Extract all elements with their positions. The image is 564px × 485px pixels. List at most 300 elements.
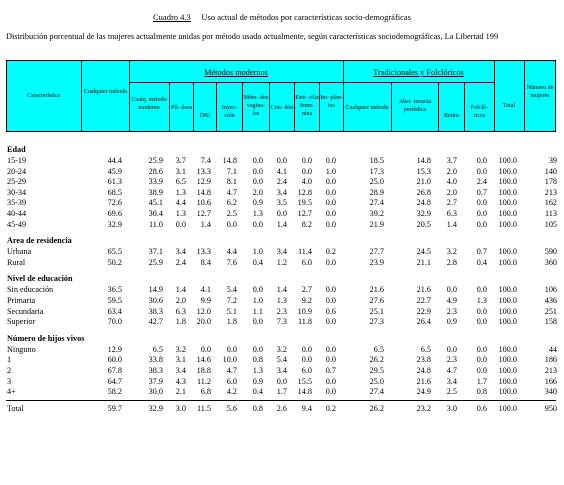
table-cell: 3.2	[276, 344, 287, 354]
table-row	[6, 284, 564, 295]
table-cell: 3.4	[276, 187, 287, 197]
table-cell: 70.0	[107, 317, 122, 327]
table-cell: 100.0	[498, 209, 517, 218]
table-cell: 4.9	[446, 296, 457, 305]
table-cell: 0.0	[252, 166, 263, 176]
header-periodic-abstinence: Abst- inencia periódica	[398, 99, 432, 113]
table-cell: 2.6	[276, 403, 287, 413]
table-cell: 18.8	[196, 366, 211, 375]
table-cell: 0.0	[325, 219, 336, 229]
section-heading: Nivel de educación	[7, 274, 73, 284]
table-row	[6, 257, 564, 268]
row-label: 35-39	[7, 198, 27, 208]
table-cell: 8.2	[301, 219, 312, 229]
table-cell: 7.4	[200, 156, 211, 165]
table-cell: 100.0	[498, 306, 517, 316]
table-cell: 37.1	[148, 247, 163, 257]
table-cell: 21.9	[369, 219, 384, 229]
table-cell: 1.8	[226, 317, 237, 327]
table-cell: 21.6	[416, 285, 431, 295]
table-cell: 44	[548, 344, 557, 354]
table-cell: 166	[544, 376, 557, 386]
table-cell: 340	[544, 387, 557, 397]
table-cell: 158	[544, 317, 557, 327]
table-cell: 6.5	[175, 177, 186, 187]
table-cell: 0.0	[301, 156, 312, 165]
table-cell: 4.2	[226, 387, 237, 397]
table-cell: 2.4	[476, 177, 487, 187]
table-cell: 58.2	[107, 387, 122, 397]
table-cell: 25.9	[148, 257, 163, 267]
table-cell: 20.5	[416, 219, 431, 229]
table-cell: 38.9	[148, 187, 163, 197]
table-title-text: Uso actual de métodos por características socio-demográficas	[201, 12, 411, 22]
table-cell: 3.4	[276, 366, 287, 375]
table-cell: 0.0	[446, 344, 457, 354]
table-cell: 26.2	[369, 403, 384, 413]
table-cell: 7.2	[226, 296, 237, 305]
table-cell: 27.7	[369, 247, 384, 257]
row-label: 45-49	[7, 219, 27, 229]
table-cell: 0.0	[325, 198, 336, 208]
table-cell: 100.0	[498, 156, 517, 165]
table-cell: 0.8	[252, 355, 263, 365]
table-cell: 0.0	[476, 166, 487, 176]
table-row	[6, 155, 564, 166]
section-heading-row	[6, 235, 564, 246]
table-cell: 0.7	[476, 247, 487, 257]
table-row	[6, 306, 564, 317]
table-cell: 140	[544, 166, 557, 176]
table-cell: 100.0	[498, 355, 517, 365]
table-cell: 38.3	[148, 366, 163, 375]
table-cell: 100.0	[498, 387, 517, 397]
table-cell: 21.6	[416, 376, 431, 386]
row-label: Urbana	[7, 247, 32, 257]
table-cell: 105	[544, 219, 557, 229]
table-cell: 0.7	[476, 187, 487, 197]
row-label: 1	[7, 355, 12, 365]
row-label: Secundaria	[7, 306, 44, 316]
table-cell: 11.8	[297, 317, 312, 327]
table-cell: 5.6	[226, 403, 237, 413]
row-label: Total	[7, 403, 24, 413]
table-cell: 106	[544, 285, 557, 295]
table-cell: 19.5	[297, 198, 312, 208]
table-cell: 6.8	[200, 387, 211, 397]
table-cell: 5.4	[276, 355, 287, 365]
table-cell: 1.0	[252, 247, 263, 257]
table-cell: 0.0	[476, 317, 487, 327]
table-cell: 0.9	[252, 198, 263, 208]
table-cell: 2.5	[226, 209, 237, 218]
table-row	[6, 246, 564, 257]
header-folk: Folcló- ricos	[470, 105, 489, 119]
table-row	[6, 344, 564, 355]
table-cell: 15.3	[416, 166, 431, 176]
table-cell: 26.4	[416, 317, 431, 327]
table-cell: 24.9	[416, 387, 431, 397]
table-cell: 23.8	[416, 355, 431, 365]
table-cell: 0.0	[476, 198, 487, 208]
header-withdrawal: Retiro	[444, 113, 459, 119]
table-cell: 186	[544, 355, 557, 365]
table-cell: 5.4	[226, 285, 237, 295]
table-cell: 3.5	[276, 198, 287, 208]
table-cell: 0.0	[301, 166, 312, 176]
table-subtitle: Distribución porcentual de las mujeres actualmente unidas por método usado actualmente, según características sociodemográficas, La Libertad 199	[6, 32, 499, 41]
table-cell: 14.8	[416, 156, 431, 165]
table-cell: 0.0	[476, 285, 487, 295]
table-cell: 436	[544, 296, 557, 305]
table-cell: 100.0	[498, 177, 517, 187]
header-women-count: Número de mujeres	[526, 85, 554, 99]
table-cell: 3.0	[175, 403, 186, 413]
table-header	[6, 60, 556, 132]
table-cell: 23.9	[369, 257, 384, 267]
table-cell: 12.9	[196, 177, 211, 187]
table-cell: 32.9	[107, 219, 122, 229]
table-cell: 61.3	[107, 177, 122, 187]
table-cell: 11.2	[196, 376, 211, 386]
table-cell: 100.0	[498, 219, 517, 229]
table-cell: 3.7	[175, 156, 186, 165]
table-cell: 0.0	[276, 156, 287, 165]
row-label: 20-24	[7, 166, 27, 176]
table-cell: 0.0	[252, 156, 263, 165]
table-cell: 42.7	[148, 317, 163, 327]
table-cell: 0.0	[325, 376, 336, 386]
table-cell: 3.2	[446, 247, 457, 257]
table-row	[6, 197, 564, 208]
table-cell: 4.0	[446, 177, 457, 187]
table-cell: 7.6	[226, 257, 237, 267]
table-cell: 0.0	[301, 355, 312, 365]
row-label: 3	[7, 376, 12, 386]
table-cell: 30.6	[148, 296, 163, 305]
table-cell: 4.1	[200, 285, 211, 295]
row-label: Rural	[7, 257, 26, 267]
table-cell: 2.3	[446, 306, 457, 316]
table-row	[6, 354, 564, 365]
table-cell: 38.3	[148, 306, 163, 316]
table-cell: 8.1	[226, 177, 237, 187]
table-cell: 0.0	[276, 209, 287, 218]
table-cell: 100.0	[498, 317, 517, 327]
table-cell: 100.0	[498, 247, 517, 257]
header-pill: Píl- dora	[171, 105, 192, 111]
table-cell: 37.9	[148, 376, 163, 386]
table-cell: 20.0	[196, 317, 211, 327]
table-cell: 14.8	[297, 387, 312, 397]
table-cell: 2.7	[301, 285, 312, 295]
table-cell: 28.9	[369, 187, 384, 197]
table-cell: 9.4	[301, 403, 312, 413]
table-cell: 100.0	[498, 257, 517, 267]
table-cell: 0.0	[325, 209, 336, 218]
table-cell: 100.0	[498, 166, 517, 176]
table-cell: 12.7	[297, 209, 312, 218]
table-row	[6, 219, 564, 230]
total-row	[6, 403, 564, 414]
header-injection: Inyec- ción	[221, 105, 238, 119]
table-cell: 14.9	[148, 285, 163, 295]
table-cell: 21.6	[369, 285, 384, 295]
table-cell: 10.6	[196, 198, 211, 208]
table-cell: 1.4	[276, 219, 287, 229]
table-cell: 3.4	[175, 247, 186, 257]
table-cell: 0.0	[226, 219, 237, 229]
section-heading-row	[6, 273, 564, 284]
table-cell: 1.7	[276, 387, 287, 397]
table-cell: 1.3	[175, 187, 186, 197]
header-modern-group: Métodos modernos	[204, 68, 268, 77]
table-cell: 100.0	[498, 285, 517, 295]
total-divider	[6, 400, 556, 401]
table-cell: 27.6	[369, 296, 384, 305]
table-cell: 1.4	[446, 219, 457, 229]
table-cell: 25.0	[369, 177, 384, 187]
table-row	[6, 176, 564, 187]
table-title	[0, 12, 564, 22]
table-row	[6, 166, 564, 177]
table-cell: 60.0	[107, 355, 122, 365]
table-cell: 1.2	[276, 257, 287, 267]
table-cell: 9.9	[200, 296, 211, 305]
table-cell: 6.0	[301, 366, 312, 375]
table-cell: 100.0	[498, 198, 517, 208]
table-cell: 0.0	[252, 344, 263, 354]
table-cell: 0.9	[252, 376, 263, 386]
table-cell: 21.0	[416, 177, 431, 187]
row-label: 30-34	[7, 187, 27, 197]
table-cell: 2.3	[276, 306, 287, 316]
section-heading: Número de hijos vivos	[7, 333, 85, 343]
table-cell: 24.8	[416, 198, 431, 208]
table-cell: 1.7	[476, 376, 487, 386]
table-cell: 2.7	[446, 198, 457, 208]
header-vaginal: Méto- dos vagina- les	[243, 95, 269, 117]
table-cell: 2.4	[175, 257, 186, 267]
table-cell: 0.0	[476, 219, 487, 229]
table-cell: 178	[544, 177, 557, 187]
table-cell: 45.9	[107, 166, 122, 176]
table-row	[6, 295, 564, 306]
table-cell: 67.8	[107, 366, 122, 375]
table-cell: 65.5	[107, 247, 122, 257]
row-label: Ninguno	[7, 344, 36, 354]
table-cell: 1.3	[252, 209, 263, 218]
table-cell: 162	[544, 198, 557, 208]
table-cell: 360	[544, 257, 557, 267]
table-cell: 10.0	[222, 355, 237, 365]
table-cell: 0.6	[476, 403, 487, 413]
table-cell: 11.4	[297, 247, 312, 257]
table-cell: 44.4	[107, 156, 122, 165]
table-cell: 3.1	[175, 166, 186, 176]
table-cell: 0.0	[476, 156, 487, 165]
row-label: 40-44	[7, 209, 27, 218]
table-cell: 0.0	[325, 355, 336, 365]
table-cell: 1.8	[175, 317, 186, 327]
table-cell: 100.0	[498, 344, 517, 354]
table-cell: 64.7	[107, 376, 122, 386]
table-cell: 6.5	[420, 344, 431, 354]
table-cell: 0.0	[476, 306, 487, 316]
table-cell: 1.3	[252, 366, 263, 375]
table-cell: 590	[544, 247, 557, 257]
table-cell: 50.2	[107, 257, 122, 267]
table-cell: 100.0	[498, 187, 517, 197]
table-cell: 6.5	[373, 344, 384, 354]
table-cell: 0.0	[325, 156, 336, 165]
header-total: Total	[502, 103, 516, 109]
table-cell: 3.4	[446, 376, 457, 386]
table-cell: 17.3	[369, 166, 384, 176]
table-cell: 8.4	[200, 257, 211, 267]
table-cell: 12.7	[196, 209, 211, 218]
table-cell: 28.6	[148, 166, 163, 176]
table-cell: 2.3	[446, 355, 457, 365]
table-cell: 2.8	[446, 257, 457, 267]
table-cell: 2.0	[446, 187, 457, 197]
table-number: Cuadro 4.3	[153, 12, 191, 22]
table-cell: 22.9	[416, 306, 431, 316]
header-trad-any: Cualquier método	[345, 105, 389, 111]
table-cell: 24.5	[416, 247, 431, 257]
table-cell: 4.0	[301, 177, 312, 187]
table-cell: 11.5	[196, 403, 211, 413]
table-cell: 0.0	[252, 219, 263, 229]
table-cell: 1.3	[276, 296, 287, 305]
header-female-sterilization: Este- riliz feme- nina	[295, 95, 319, 117]
table-row	[6, 316, 564, 327]
table-cell: 1.0	[325, 166, 336, 176]
table-row	[6, 386, 564, 397]
table-cell: 6.0	[301, 257, 312, 267]
table-cell: 13.3	[196, 166, 211, 176]
table-cell: 11.0	[148, 219, 163, 229]
table-row	[6, 208, 564, 219]
table-cell: 26.2	[369, 355, 384, 365]
table-cell: 27.4	[369, 387, 384, 397]
table-cell: 14.8	[222, 156, 237, 165]
table-cell: 213	[544, 366, 557, 375]
section-heading: Edad	[7, 145, 26, 154]
table-row	[6, 365, 564, 376]
table-cell: 0.9	[446, 317, 457, 327]
table-cell: 10.9	[297, 306, 312, 316]
table-cell: 3.4	[276, 247, 287, 257]
table-cell: 21.1	[416, 257, 431, 267]
table-cell: 0.6	[325, 306, 336, 316]
row-label: 25-29	[7, 177, 27, 187]
table-cell: 0.8	[476, 387, 487, 397]
table-cell: 0.0	[446, 285, 457, 295]
table-cell: 100.0	[498, 296, 517, 305]
section-heading-row	[6, 144, 564, 155]
table-cell: 213	[544, 187, 557, 197]
table-cell: 2.0	[252, 187, 263, 197]
row-label: 2	[7, 366, 12, 375]
table-cell: 26.8	[416, 187, 431, 197]
table-cell: 18.5	[369, 156, 384, 165]
table-row	[6, 187, 564, 198]
table-cell: 25.9	[148, 156, 163, 165]
table-cell: 7.3	[276, 317, 287, 327]
header-condom: Con- dón	[270, 105, 294, 111]
table-cell: 0.0	[476, 209, 487, 218]
table-cell: 2.1	[175, 387, 186, 397]
table-cell: 1.0	[252, 296, 263, 305]
table-cell: 6.3	[175, 306, 186, 316]
table-cell: 27.3	[369, 317, 384, 327]
table-cell: 72.6	[107, 198, 122, 208]
table-cell: 4.4	[226, 247, 237, 257]
table-cell: 39	[548, 156, 557, 165]
table-cell: 59.7	[107, 403, 122, 413]
table-cell: 0.0	[252, 177, 263, 187]
table-cell: 0.0	[325, 296, 336, 305]
table-cell: 0.0	[325, 187, 336, 197]
table-cell: 4.7	[446, 366, 457, 375]
section-heading: Area de residencia	[7, 236, 72, 246]
table-cell: 0.4	[252, 257, 263, 267]
table-cell: 32.9	[148, 403, 163, 413]
table-cell: 4.4	[175, 198, 186, 208]
table-cell: 0.0	[325, 317, 336, 327]
table-cell: 9.2	[301, 296, 312, 305]
table-cell: 0.0	[200, 344, 211, 354]
header-any-method: Cualquier método	[83, 89, 128, 95]
table-cell: 4.3	[175, 376, 186, 386]
table-cell: 3.0	[446, 403, 457, 413]
table-cell: 14.6	[196, 355, 211, 365]
table-cell: 29.5	[369, 366, 384, 375]
table-cell: 100.0	[498, 376, 517, 386]
table-cell: 6.3	[446, 209, 457, 218]
table-cell: 0.0	[476, 366, 487, 375]
table-cell: 0.2	[325, 247, 336, 257]
table-cell: 69.6	[107, 209, 122, 218]
table-cell: 3.1	[175, 355, 186, 365]
table-cell: 0.0	[175, 219, 186, 229]
table-cell: 30.0	[148, 387, 163, 397]
table-cell: 0.0	[476, 355, 487, 365]
table-cell: 1.1	[252, 306, 263, 316]
table-cell: 24.8	[416, 366, 431, 375]
table-cell: 25.0	[369, 376, 384, 386]
header-iud: DIU	[199, 113, 211, 119]
table-cell: 59.5	[107, 296, 122, 305]
header-traditional-group: Tradicionales y Folclóricos	[373, 68, 464, 77]
table-row	[6, 376, 564, 387]
table-cell: 0.0	[226, 344, 237, 354]
table-cell: 14.8	[196, 187, 211, 197]
table-cell: 3.4	[175, 366, 186, 375]
table-cell: 4.7	[226, 187, 237, 197]
table-cell: 0.0	[325, 387, 336, 397]
table-cell: 12.9	[107, 344, 122, 354]
table-cell: 2.0	[175, 296, 186, 305]
table-cell: 7.1	[226, 166, 237, 176]
header-implants: Im- plan- tes	[320, 95, 343, 109]
table-cell: 0.7	[325, 366, 336, 375]
row-label: Primaria	[7, 296, 36, 305]
table-cell: 0.0	[276, 376, 287, 386]
table-cell: 2.4	[276, 177, 287, 187]
table-cell: 6.2	[226, 198, 237, 208]
